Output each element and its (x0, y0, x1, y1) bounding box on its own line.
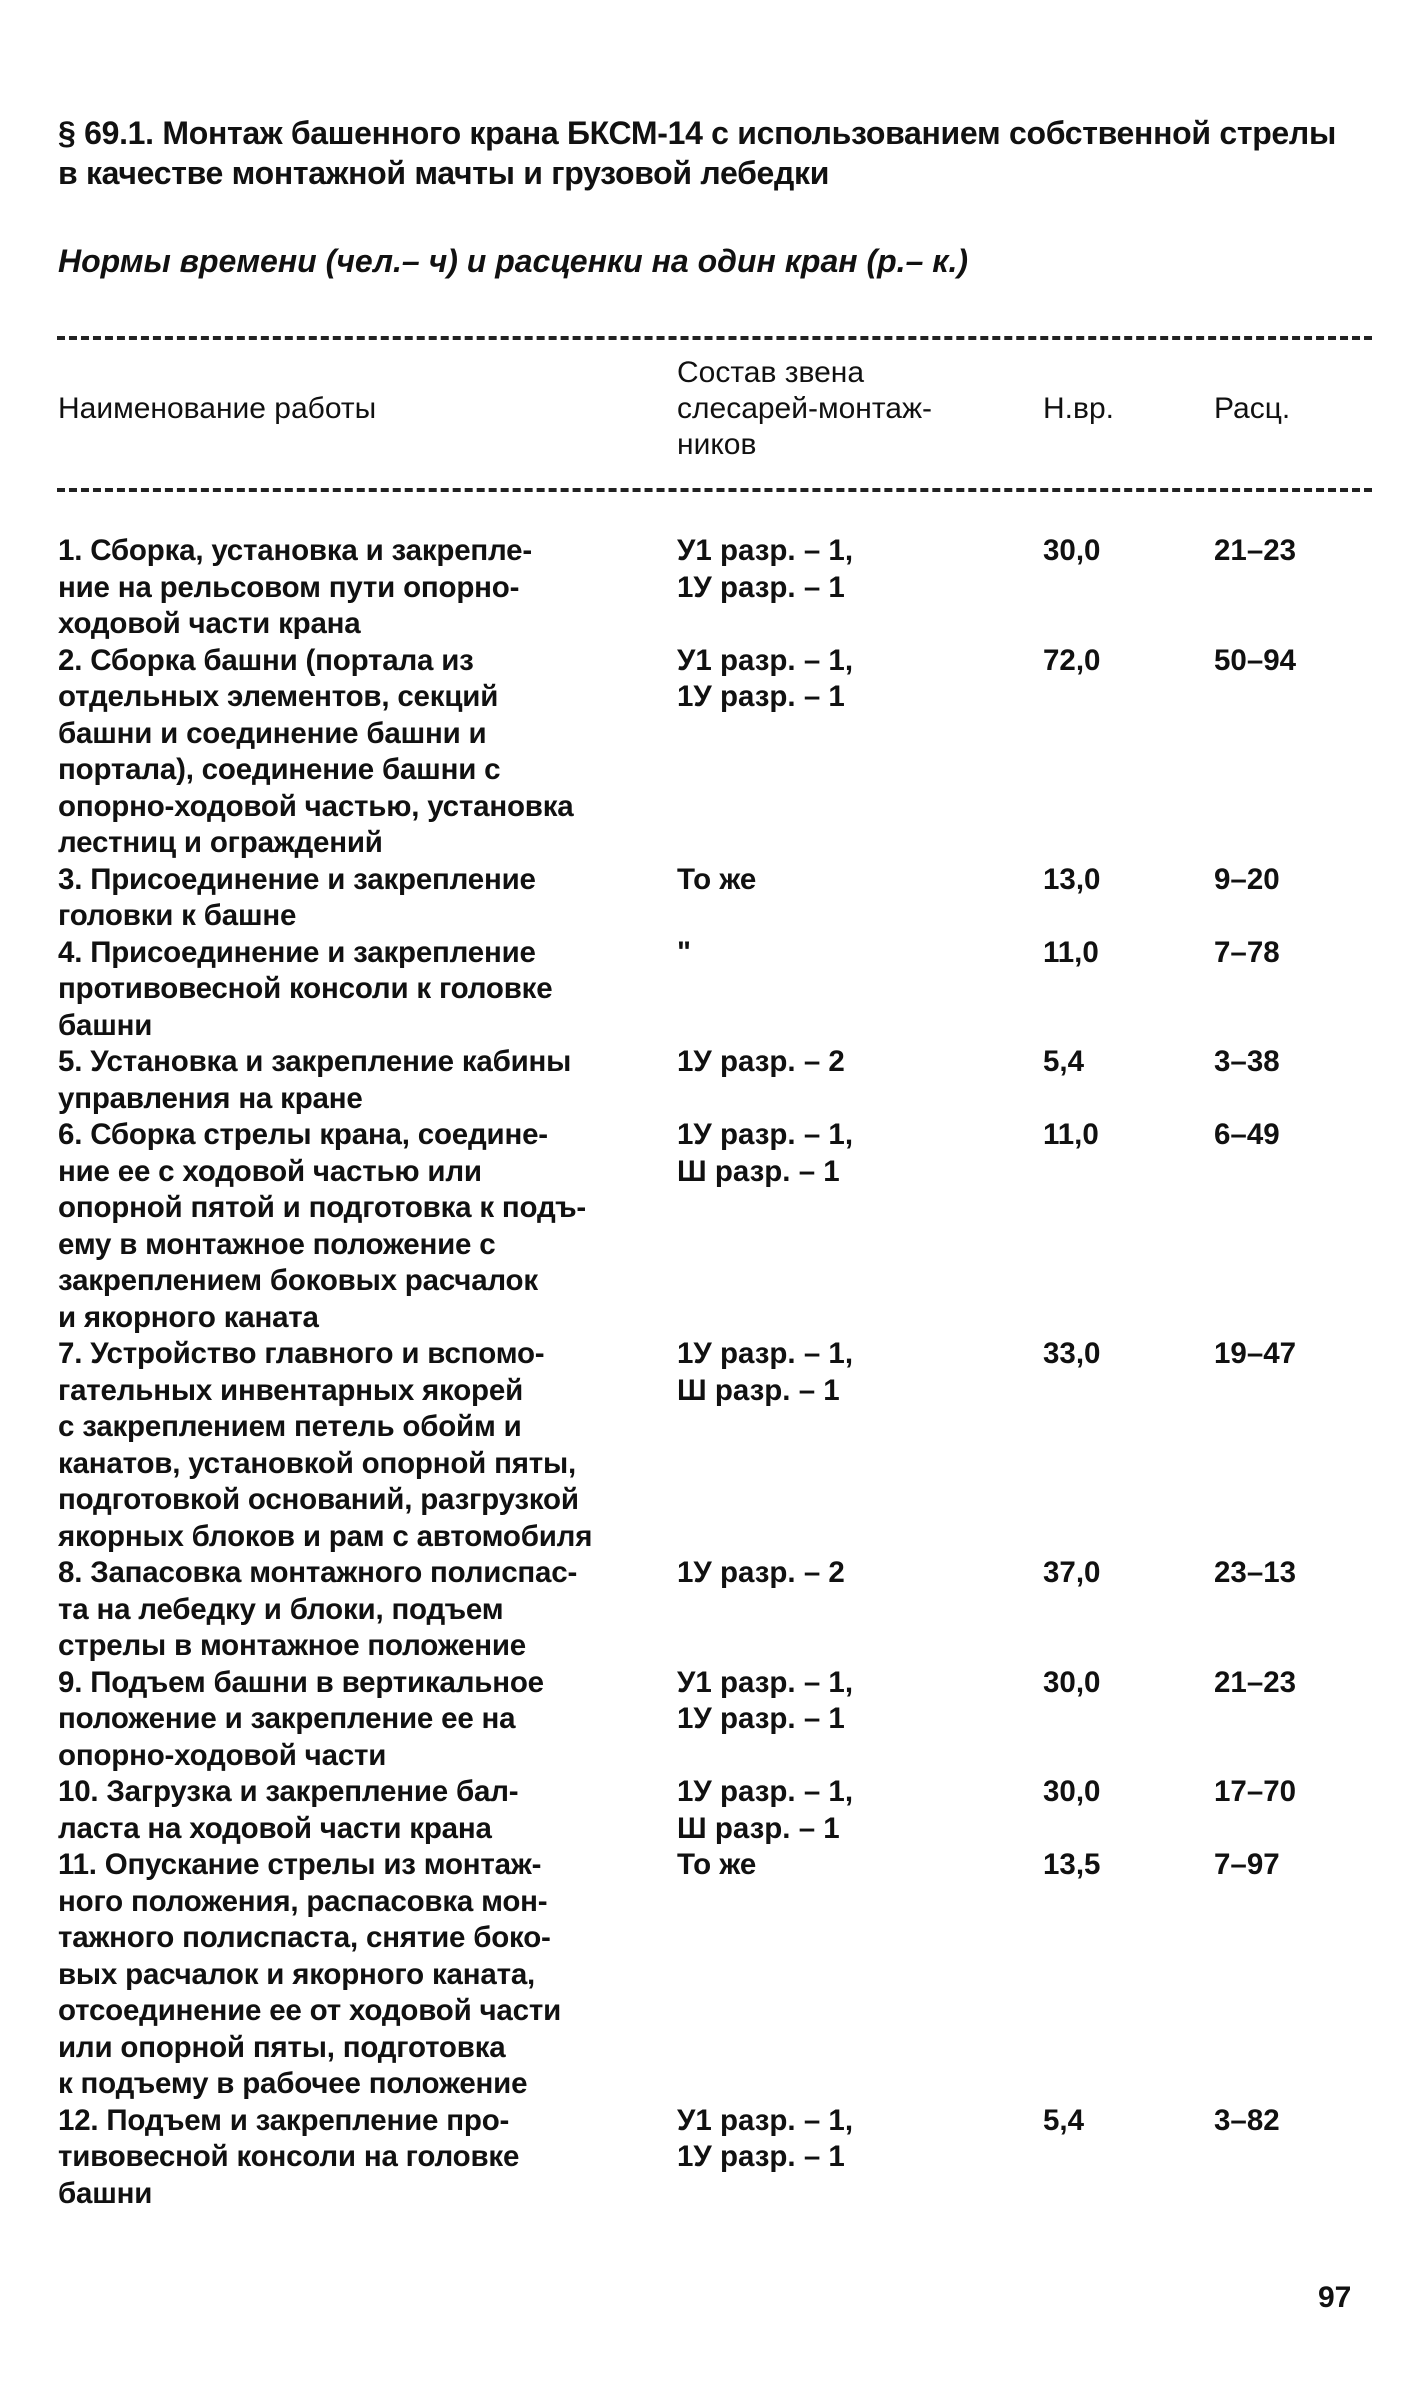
rate-cell: 7–78 (1214, 935, 1280, 969)
time-norm-cell: 5,4 (1043, 2103, 1085, 2137)
rate-cell: 21–23 (1214, 1665, 1297, 1699)
work-name-cell: 4. Присоединение и закрепление противовесной консоли к головке башни (58, 935, 553, 1042)
rate-cell: 6–49 (1214, 1118, 1280, 1151)
crew-cell: У1 разр. – 1, 1У разр. – 1 (677, 534, 854, 604)
work-name-cell: 10. Загрузка и закрепление бал- ласта на ходовой части крана (58, 1775, 519, 1845)
header-bottom-divider (57, 488, 1372, 492)
crew-cell: То же (677, 862, 757, 896)
work-name-cell: 2. Сборка башни (портала из отдельных элементов, секций башни и соединение башни и портала), соединение башни с опорно-ходовой частью, установка лестниц и ограждений (58, 643, 574, 859)
rate-cell: 3–38 (1214, 1045, 1280, 1078)
work-name-cell: 3. Присоединение и закрепление головки к башне (58, 862, 536, 932)
table-row (0, 1117, 1415, 1336)
rate-cell: 23–13 (1214, 1556, 1297, 1589)
work-name-cell: 12. Подъем и закрепление про- тивовесной консоли на головке башни (58, 2103, 520, 2210)
table-row (0, 862, 1415, 935)
crew-cell: 1У разр. – 1, Ш разр. – 1 (677, 1337, 854, 1407)
rate-cell: 9–20 (1214, 862, 1280, 896)
time-norm-cell: 5,4 (1043, 1045, 1085, 1078)
crew-cell: 1У разр. – 2 (677, 1045, 845, 1078)
time-norm-cell: 30,0 (1043, 534, 1101, 567)
crew-cell: " (677, 935, 691, 969)
work-name-cell: 8. Запасовка монтажного полиспас- та на лебедку и блоки, подъем стрелы в монтажное положение (58, 1556, 578, 1662)
crew-cell: У1 разр. – 1, 1У разр. – 1 (677, 2103, 854, 2173)
time-norm-cell: 11,0 (1043, 935, 1099, 969)
time-norm-cell: 13,0 (1043, 862, 1101, 896)
rate-cell: 21–23 (1214, 534, 1297, 567)
column-header-rate: Расц. (1214, 392, 1291, 425)
section-title: § 69.1. Монтаж башенного крана БКСМ-14 с использованием собственной стрелы в качестве монтажной мачты и грузовой лебедки (58, 115, 1336, 191)
page-number: 97 (1318, 2281, 1352, 2314)
crew-cell: У1 разр. – 1, 1У разр. – 1 (677, 643, 854, 713)
rate-cell: 7–97 (1214, 1848, 1280, 1881)
header-top-divider (57, 336, 1372, 340)
table-row (0, 1555, 1415, 1665)
column-header-hours: Н.вр. (1043, 392, 1114, 425)
time-norm-cell: 30,0 (1043, 1665, 1101, 1699)
crew-cell: 1У разр. – 1, Ш разр. – 1 (677, 1775, 854, 1845)
time-norm-cell: 33,0 (1043, 1337, 1101, 1370)
norms-table-body (0, 533, 1415, 2212)
work-name-cell: 7. Устройство главного и вспомо- гательных инвентарных якорей с закреплением петель обойм и канатов, установкой опорной пяты, подготовкой оснований, разгрузкой якорных блоков и рам с автомобиля (58, 1337, 593, 1553)
work-name-cell: 5. Установка и закрепление кабины управления на кране (58, 1045, 572, 1115)
rate-cell: 17–70 (1214, 1775, 1297, 1808)
table-row (0, 533, 1415, 643)
table-row (0, 1847, 1415, 2103)
table-subtitle: Нормы времени (чел.– ч) и расценки на один кран (р.– к.) (58, 243, 969, 279)
rate-cell: 3–82 (1214, 2103, 1280, 2137)
time-norm-cell: 72,0 (1043, 643, 1101, 677)
crew-cell: 1У разр. – 2 (677, 1556, 845, 1589)
crew-cell: 1У разр. – 1, Ш разр. – 1 (677, 1118, 854, 1188)
rate-cell: 50–94 (1214, 643, 1297, 677)
time-norm-cell: 13,5 (1043, 1848, 1101, 1881)
table-row (0, 643, 1415, 862)
time-norm-cell: 30,0 (1043, 1775, 1101, 1808)
table-row (0, 1336, 1415, 1555)
table-row (0, 1044, 1415, 1117)
work-name-cell: 11. Опускание стрелы из монтаж- ного положения, распасовка мон- тажного полиспаста, снятие боко- вых расчалок и якорного каната, отсоединение ее от ходовой части или опорной пяты, подготовка к подъему в рабочее положение (58, 1848, 562, 2100)
column-header-name: Наименование работы (58, 392, 377, 425)
crew-cell: То же (677, 1848, 757, 1881)
table-row (0, 1774, 1415, 1847)
time-norm-cell: 37,0 (1043, 1556, 1101, 1589)
table-row (0, 935, 1415, 1045)
work-name-cell: 6. Сборка стрелы крана, соедине- ние ее с ходовой частью или опорной пятой и подготовка к подъ- ему в монтажное положение с закреплением боковых расчалок и якорного каната (58, 1118, 587, 1334)
time-norm-cell: 11,0 (1043, 1118, 1099, 1151)
rate-cell: 19–47 (1214, 1337, 1297, 1370)
column-header-crew: Состав звена слесарей-монтаж- ников (677, 356, 933, 461)
crew-cell: У1 разр. – 1, 1У разр. – 1 (677, 1665, 854, 1735)
work-name-cell: 9. Подъем башни в вертикальное положение и закрепление ее на опорно-ходовой части (58, 1665, 544, 1772)
work-name-cell: 1. Сборка, установка и закрепле- ние на рельсовом пути опорно- ходовой части крана (58, 534, 533, 640)
table-row (0, 1665, 1415, 1775)
table-row (0, 2103, 1415, 2213)
